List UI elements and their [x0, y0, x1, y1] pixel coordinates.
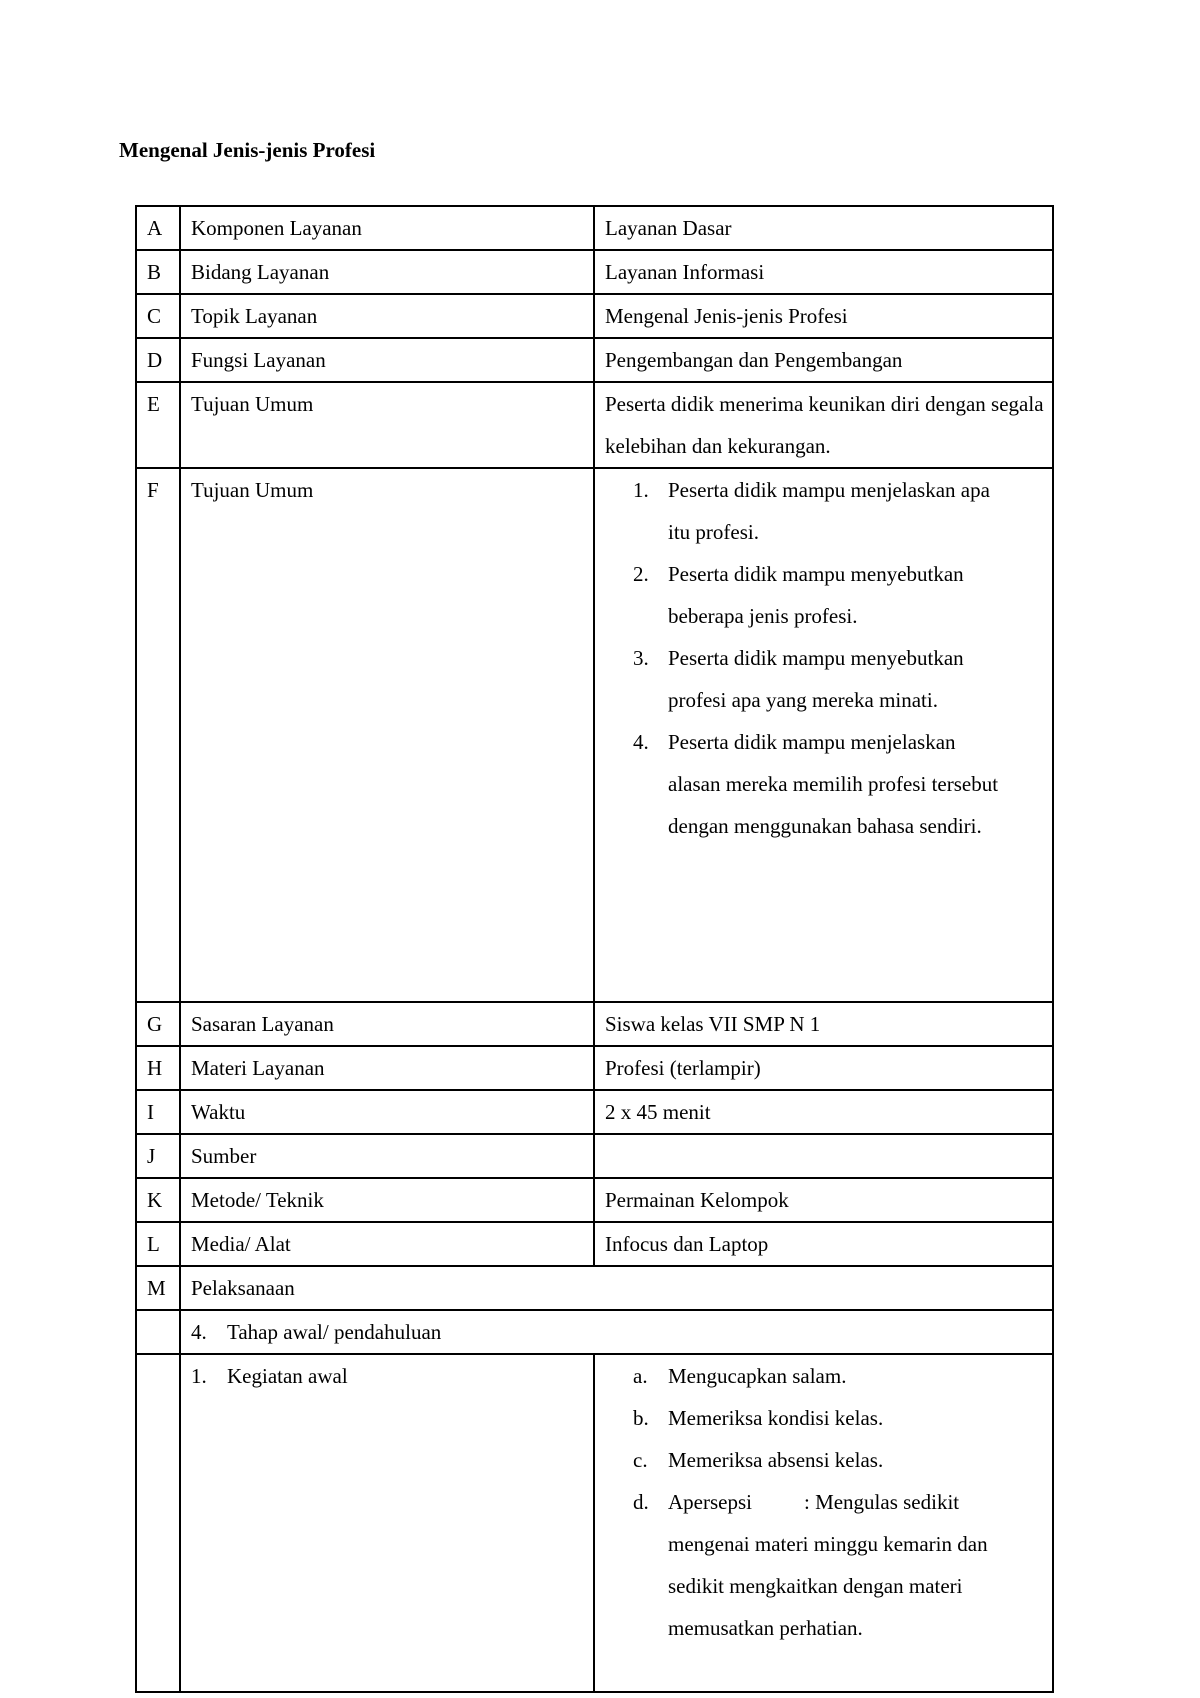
empty-cell	[136, 1310, 180, 1354]
table-row	[136, 250, 1053, 294]
row-label: Metode/ Teknik	[180, 1178, 594, 1222]
activity-steps-cell	[594, 1354, 1053, 1692]
empty-cell	[136, 1354, 180, 1692]
row-label: Fungsi Layanan	[180, 338, 594, 382]
list-letter: c.	[633, 1448, 648, 1472]
row-label: Bidang Layanan	[180, 250, 594, 294]
list-item	[633, 721, 1052, 847]
list-item	[633, 1439, 1052, 1481]
list-text: Peserta didik mampu menyebutkan profesi apa yang mereka minati.	[668, 646, 964, 712]
list-item	[633, 637, 1052, 721]
row-value: Peserta didik menerima keunikan diri dengan segala kelebihan dan kekurangan.	[594, 382, 1053, 468]
table-row	[136, 206, 1053, 250]
row-label: Sasaran Layanan	[180, 1002, 594, 1046]
activity-number: 1.	[191, 1364, 207, 1388]
objectives-list	[595, 469, 1052, 847]
row-value: Profesi (terlampir)	[594, 1046, 1053, 1090]
row-letter: G	[136, 1002, 180, 1046]
list-item	[633, 1355, 1052, 1397]
table-row	[136, 1090, 1053, 1134]
rpl-table	[135, 205, 1054, 1693]
row-label: Komponen Layanan	[180, 206, 594, 250]
list-letter: b.	[633, 1406, 649, 1430]
list-text: Peserta didik mampu menjelaskan apa itu profesi.	[668, 478, 990, 544]
table-row	[136, 1002, 1053, 1046]
list-text: Peserta didik mampu menjelaskan alasan mereka memilih profesi tersebut dengan menggunakan bahasa sendiri.	[668, 730, 999, 838]
row-label: Tujuan Umum	[180, 382, 594, 468]
row-value: Layanan Informasi	[594, 250, 1053, 294]
list-text-head: Apersepsi	[668, 1490, 752, 1514]
list-number: 4.	[633, 730, 649, 754]
list-item	[633, 553, 1052, 637]
row-value: Permainan Kelompok	[594, 1178, 1053, 1222]
list-text: Memeriksa kondisi kelas.	[668, 1406, 884, 1430]
table-row	[136, 1354, 1053, 1692]
list-number: 3.	[633, 646, 649, 670]
table-row	[136, 468, 1053, 1002]
list-letter: a.	[633, 1364, 648, 1388]
table-row	[136, 382, 1053, 468]
row-letter: K	[136, 1178, 180, 1222]
row-label: Media/ Alat	[180, 1222, 594, 1266]
list-number: 1.	[633, 478, 649, 502]
activity-label: Kegiatan awal	[227, 1364, 348, 1388]
row-letter: A	[136, 206, 180, 250]
table-row	[136, 1178, 1053, 1222]
list-item	[633, 469, 1052, 553]
activity-steps-list	[595, 1355, 1052, 1649]
row-label: Sumber	[180, 1134, 594, 1178]
table-row	[136, 294, 1053, 338]
row-letter: L	[136, 1222, 180, 1266]
row-value: 2 x 45 menit	[594, 1090, 1053, 1134]
table-row	[136, 338, 1053, 382]
row-letter: H	[136, 1046, 180, 1090]
table-row	[136, 1046, 1053, 1090]
row-label: Waktu	[180, 1090, 594, 1134]
row-letter: D	[136, 338, 180, 382]
stage-label: Tahap awal/ pendahuluan	[227, 1320, 442, 1344]
row-value	[594, 1134, 1053, 1178]
row-value: Layanan Dasar	[594, 206, 1053, 250]
table-row	[136, 1310, 1053, 1354]
row-label: Tujuan Umum	[180, 468, 594, 1002]
row-value: Pengembangan dan Pengembangan	[594, 338, 1053, 382]
table-row	[136, 1222, 1053, 1266]
stage-heading	[191, 1311, 441, 1353]
row-label: Topik Layanan	[180, 294, 594, 338]
table-row	[136, 1134, 1053, 1178]
list-number: 2.	[633, 562, 649, 586]
row-value: Siswa kelas VII SMP N 1	[594, 1002, 1053, 1046]
activity-cell	[180, 1354, 594, 1692]
row-label: Pelaksanaan	[180, 1266, 1053, 1310]
list-letter: d.	[633, 1490, 649, 1514]
activity-heading	[191, 1355, 348, 1397]
list-item	[633, 1481, 1052, 1649]
list-text: Mengucapkan salam.	[668, 1364, 847, 1388]
row-letter: C	[136, 294, 180, 338]
row-label: Materi Layanan	[180, 1046, 594, 1090]
stage-number: 4.	[191, 1320, 207, 1344]
list-text: : Mengulas sedikit mengenai materi minggu kemarin dan sedikit mengkaitkan dengan materi memusatkan perhatian.	[668, 1490, 988, 1640]
list-item	[633, 1397, 1052, 1439]
row-letter: E	[136, 382, 180, 468]
list-text: Peserta didik mampu menyebutkan beberapa jenis profesi.	[668, 562, 964, 628]
list-text: Memeriksa absensi kelas.	[668, 1448, 884, 1472]
table-row	[136, 1266, 1053, 1310]
row-letter: J	[136, 1134, 180, 1178]
stage-cell	[180, 1310, 1053, 1354]
row-value: Mengenal Jenis-jenis Profesi	[594, 294, 1053, 338]
objectives-cell	[594, 468, 1053, 1002]
row-letter: B	[136, 250, 180, 294]
row-letter: I	[136, 1090, 180, 1134]
document-title: Mengenal Jenis-jenis Profesi	[119, 138, 376, 162]
row-letter: M	[136, 1266, 180, 1310]
row-letter: F	[136, 468, 180, 1002]
row-value: Infocus dan Laptop	[594, 1222, 1053, 1266]
